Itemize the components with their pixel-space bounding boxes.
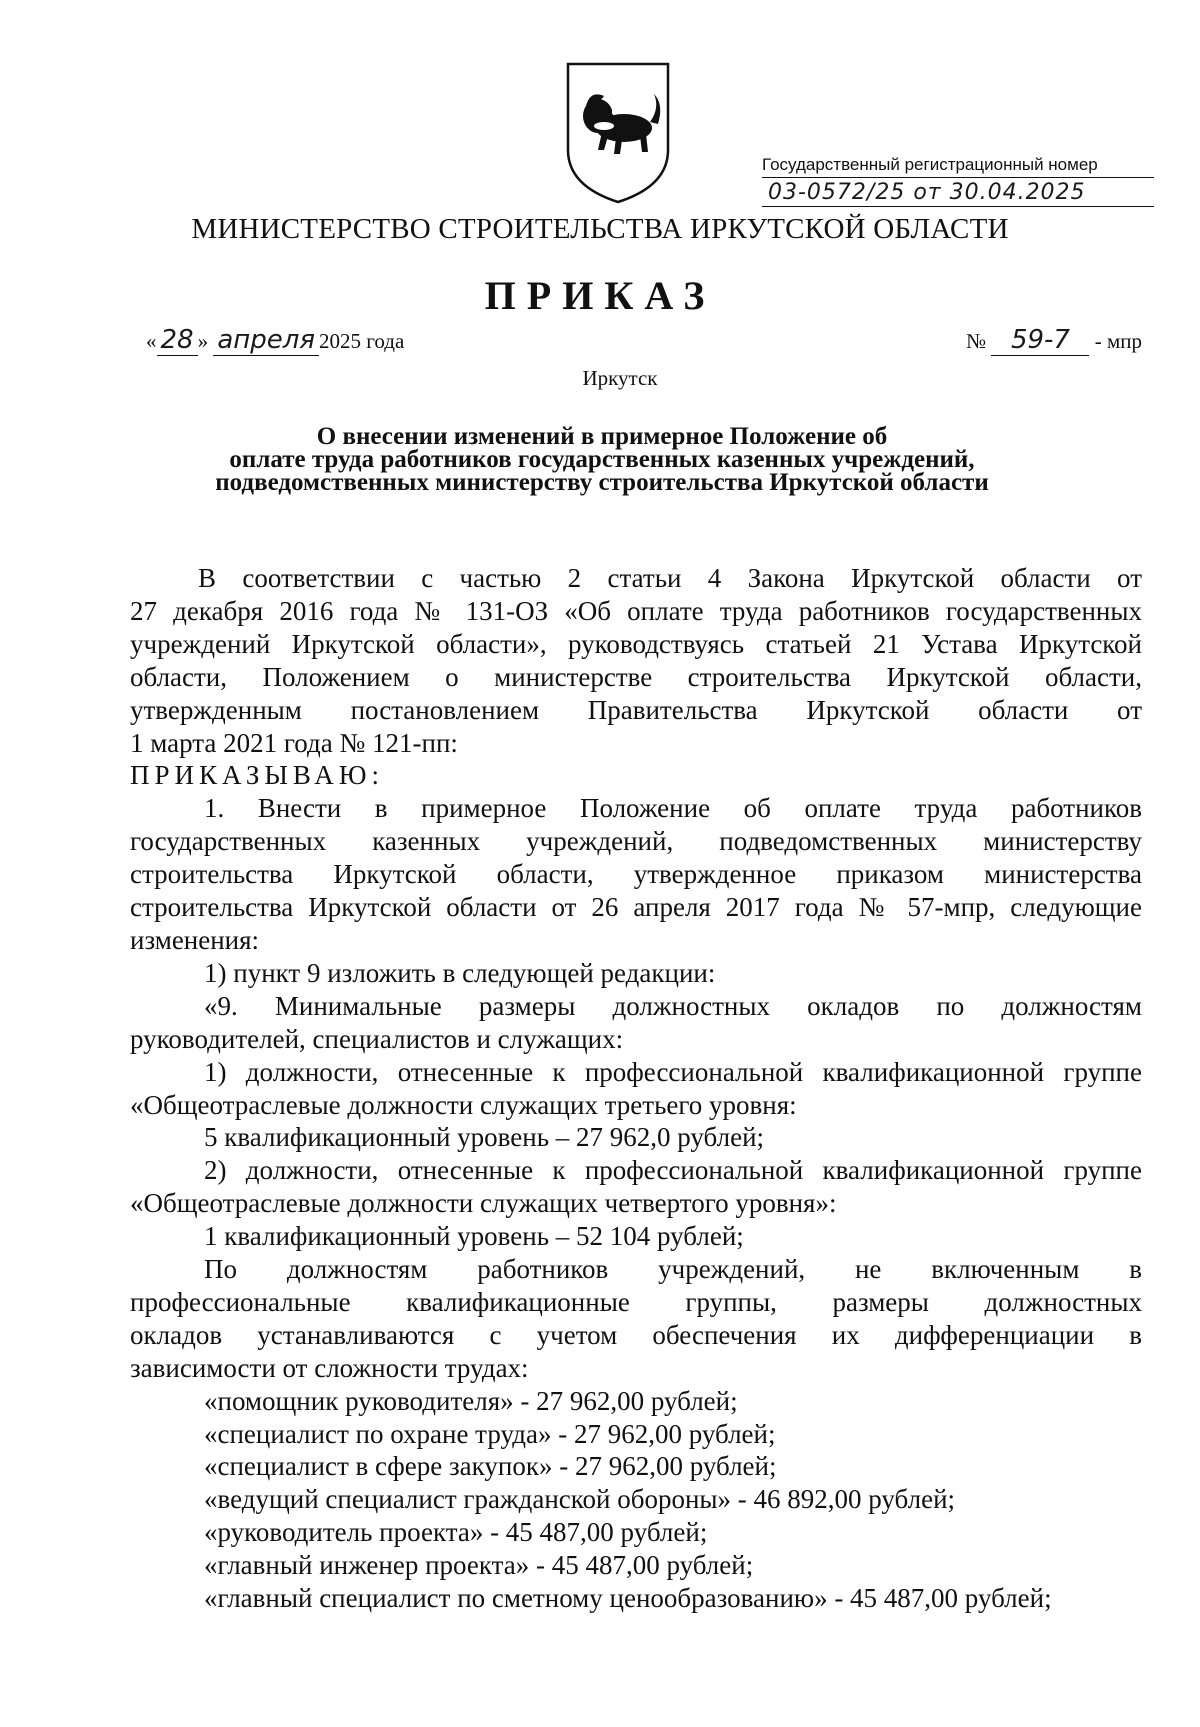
- paragraph9-line: «9. Минимальные размеры должностных окладов по должностям: [204, 990, 1142, 1021]
- order-date: [146, 325, 404, 356]
- item1-line: строительства Иркутской области от 26 апреля 2017 года № 57-мпр, следующие: [130, 892, 1142, 923]
- item1-line: государственных казенных учреждений, подведомственных министерству: [130, 826, 1142, 857]
- subitem-line: 1) пункт 9 изложить в следующей редакции:: [204, 957, 716, 988]
- other-positions-line: По должностям работников учреждений, не включенным в: [204, 1254, 1142, 1285]
- registration-block: [762, 154, 1154, 207]
- number-sign: №: [966, 329, 987, 353]
- position-salary-item: «специалист в сфере закупок» - 27 962,00 рублей;: [204, 1451, 777, 1482]
- number-value: 59-7: [991, 325, 1089, 356]
- preamble-line: 1 марта 2021 года № 121-пп:: [130, 727, 458, 758]
- coat-of-arms-icon: [560, 58, 676, 206]
- registration-number: 03-0572/25 от 30.04.2025: [762, 180, 1154, 207]
- title-line: подведомственных министерству строительства Иркутской области: [215, 469, 989, 496]
- date-day: 28: [157, 325, 198, 356]
- preamble-line: учреждений Иркутской области», руководствуясь статьей 21 Устава Иркутской: [130, 628, 1142, 659]
- title-line: оплате труда работников государственных казенных учреждений,: [229, 446, 975, 473]
- position-salary-item: «помощник руководителя» - 27 962,00 рублей;: [204, 1385, 738, 1416]
- preamble-line: области, Положением о министерстве строительства Иркутской области,: [130, 661, 1142, 692]
- group1-line: 1) должности, отнесенные к профессиональной квалификационной группе: [204, 1056, 1142, 1087]
- group2-line: «Общеотраслевые должности служащих четвертого уровня»:: [130, 1188, 837, 1219]
- ministry-name: МИНИСТЕРСТВО СТРОИТЕЛЬСТВА ИРКУТСКОЙ ОБЛАСТИ: [191, 213, 1009, 245]
- position-salary-item: «специалист по охране труда» - 27 962,00 рублей;: [204, 1418, 776, 1449]
- order-body: [130, 562, 1142, 1615]
- group2-line: 2) должности, отнесенные к профессиональной квалификационной группе: [204, 1155, 1142, 1186]
- title-line: О внесении изменений в примерное Положение об: [316, 423, 888, 450]
- position-salary-item: «главный инженер проекта» - 45 487,00 рублей;: [204, 1550, 754, 1581]
- date-close-quote: »: [197, 329, 209, 353]
- document-type-heading: ПРИКАЗ: [484, 273, 716, 318]
- group1-line: «Общеотраслевые должности служащих третьего уровня:: [130, 1089, 797, 1120]
- date-open-quote: «: [146, 329, 157, 353]
- order-word: ПРИКАЗЫВАЮ:: [130, 760, 384, 791]
- date-year: 2025 года: [319, 329, 405, 353]
- preamble-line: В соответствии с частью 2 статьи 4 Закона Иркутской области от: [198, 563, 1142, 593]
- city-name: Иркутск: [582, 366, 658, 390]
- group1-level: 5 квалификационный уровень – 27 962,0 рублей;: [204, 1122, 765, 1153]
- preamble-line: 27 декабря 2016 года № 131-ОЗ «Об оплате труда работников государственных: [130, 595, 1142, 626]
- order-number: [966, 325, 1142, 356]
- item1-line: 1. Внести в примерное Положение об оплате труда работников: [204, 793, 1142, 824]
- position-salary-item: «главный специалист по сметному ценообразованию» - 45 487,00 рублей;: [204, 1583, 1052, 1614]
- other-positions-line: зависимости от сложности трудах:: [130, 1352, 529, 1383]
- number-suffix: - мпр: [1094, 329, 1142, 353]
- other-positions-line: профессиональные квалификационные группы, размеры должностных: [130, 1286, 1142, 1317]
- item1-line: изменения:: [130, 924, 260, 955]
- paragraph9-line: руководителей, специалистов и служащих:: [130, 1023, 624, 1054]
- date-month: апреля: [213, 325, 319, 356]
- position-salary-item: «ведущий специалист гражданской обороны» - 46 892,00 рублей;: [204, 1484, 956, 1515]
- order-title: [130, 425, 1074, 494]
- position-salary-item: «руководитель проекта» - 45 487,00 рублей;: [204, 1517, 708, 1548]
- other-positions-line: окладов устанавливаются с учетом обеспечения их дифференциации в: [130, 1319, 1142, 1350]
- item1-line: строительства Иркутской области, утвержденное приказом министерства: [130, 859, 1142, 890]
- preamble-line: утвержденным постановлением Правительства Иркутской области от: [130, 694, 1142, 725]
- registration-label: Государственный регистрационный номер: [762, 154, 1154, 178]
- group2-level: 1 квалификационный уровень – 52 104 рублей;: [204, 1221, 744, 1252]
